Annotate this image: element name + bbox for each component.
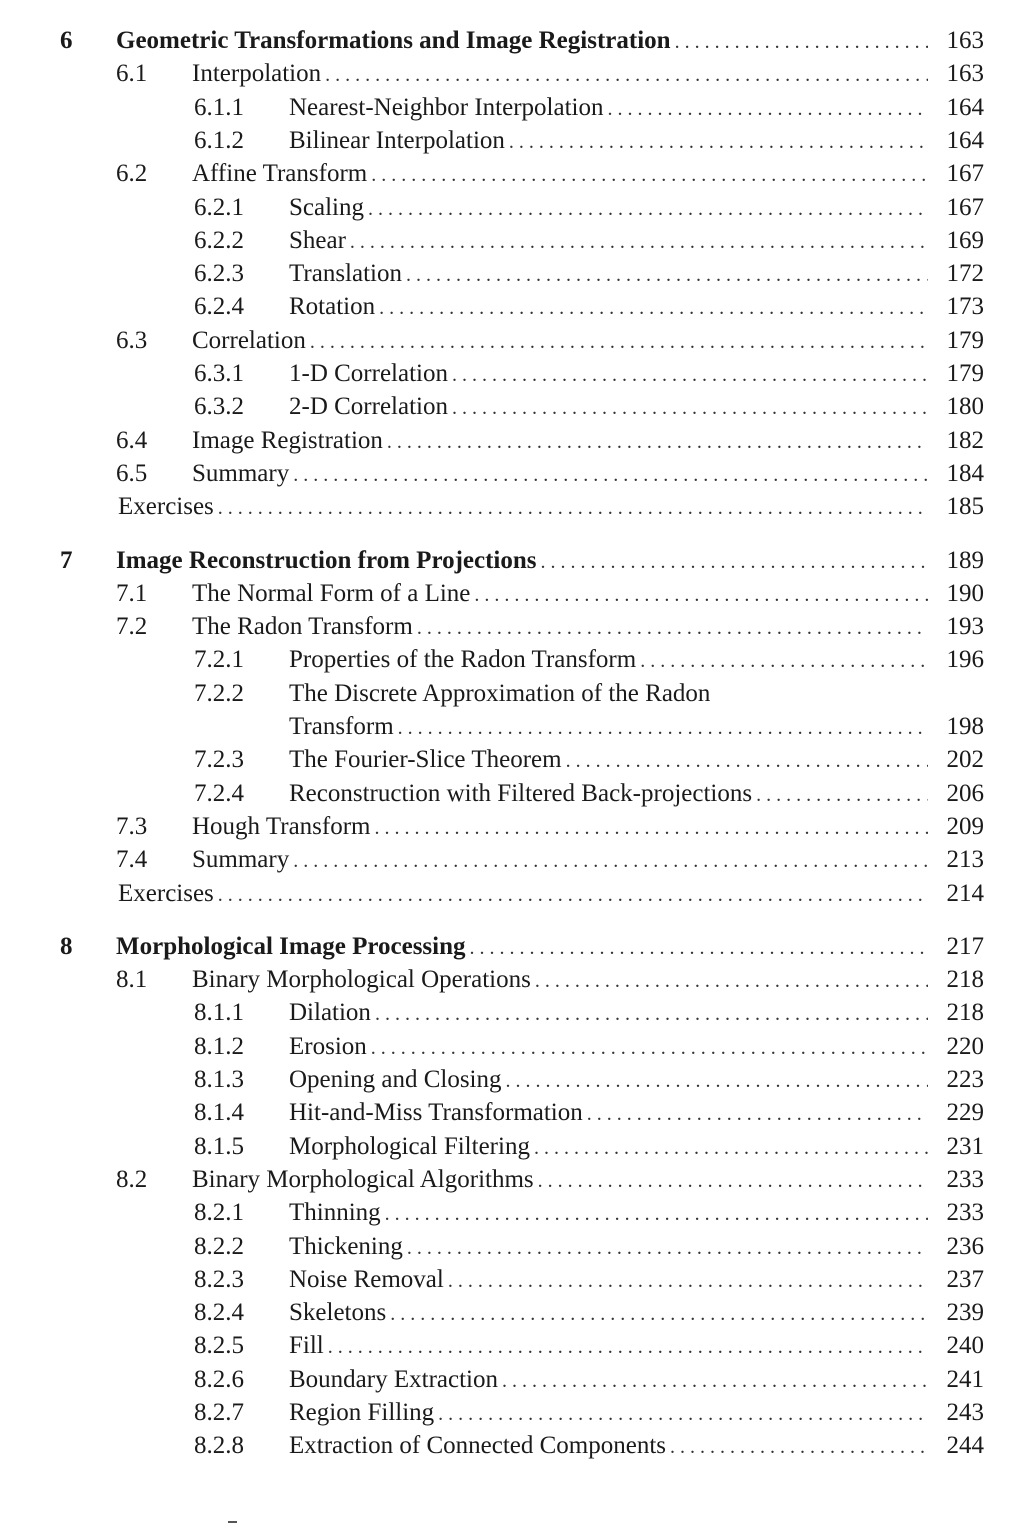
- entry-number: 6.3: [116, 326, 148, 354]
- page-number: 196: [946, 646, 984, 674]
- entry-title: Fill: [289, 1332, 324, 1360]
- dot-leader: [371, 1031, 928, 1065]
- dot-leader: [328, 1330, 928, 1364]
- dot-leader: [640, 644, 928, 678]
- entry-number: 8: [60, 932, 73, 960]
- toc-subsection-row: [0, 777, 1032, 811]
- entry-number: 6.4: [116, 426, 148, 454]
- dot-leader: [350, 225, 928, 259]
- page-number: 179: [946, 326, 984, 354]
- dot-leader: [566, 744, 928, 778]
- entry-number: 7.4: [116, 846, 148, 874]
- dot-leader: [407, 1231, 928, 1265]
- entry-title: Morphological Image Processing: [116, 932, 466, 960]
- toc-subsection-row: [0, 257, 1032, 291]
- dot-leader: [538, 1164, 928, 1198]
- entry-title: Exercises: [118, 879, 214, 907]
- entry-title: Binary Morphological Algorithms: [192, 1165, 534, 1193]
- entry-number: 8.1.2: [194, 1032, 244, 1060]
- page-number: 237: [946, 1265, 984, 1293]
- page-number: 182: [946, 426, 984, 454]
- entry-title: Rotation: [289, 293, 376, 321]
- page-number: 198: [946, 713, 984, 740]
- toc-chapter-row: [0, 24, 1032, 58]
- entry-number: 8.2: [116, 1165, 148, 1193]
- entry-number: 7.1: [116, 579, 148, 607]
- toc-subsection-row: [0, 1030, 1032, 1064]
- page-number: 167: [946, 193, 984, 221]
- entry-title: Correlation: [192, 326, 306, 354]
- toc-subsection-row: [0, 224, 1032, 258]
- page-number: 213: [946, 846, 984, 874]
- entry-number: 6: [60, 27, 73, 54]
- toc-section-row: [0, 963, 1032, 997]
- entry-number: 8.2.7: [194, 1399, 244, 1426]
- page-number: 243: [946, 1399, 984, 1426]
- toc-subsection-row: [0, 357, 1032, 391]
- page-number: 163: [946, 27, 984, 54]
- toc-section-row: [0, 577, 1032, 611]
- page-number: 190: [946, 579, 984, 607]
- toc-subsection-row: [0, 996, 1032, 1030]
- toc-subsection-row: [0, 1230, 1032, 1264]
- entry-title: The Fourier-Slice Theorem: [289, 746, 562, 774]
- entry-title: Thickening: [289, 1232, 403, 1260]
- toc-section-row: [0, 57, 1032, 91]
- entry-title: Geometric Transformations and Image Registration: [116, 27, 671, 54]
- entry-title: Summary: [192, 846, 290, 874]
- dot-leader: [438, 1397, 928, 1431]
- page-number: 189: [946, 546, 984, 574]
- page-number: 214: [946, 879, 984, 907]
- dot-leader: [534, 1131, 928, 1165]
- toc-subsection-row: [0, 710, 1032, 744]
- page-number: 233: [946, 1165, 984, 1193]
- page-number: 220: [946, 1032, 984, 1060]
- page-number: 179: [946, 360, 984, 387]
- toc-subsection-row: [0, 1130, 1032, 1164]
- dot-leader: [387, 425, 928, 459]
- entry-number: 6.2: [116, 160, 148, 188]
- toc-subsection-row: [0, 1396, 1032, 1430]
- toc-chapter-row: [0, 544, 1032, 578]
- page-number: 240: [946, 1332, 984, 1360]
- page-number: 180: [946, 393, 984, 421]
- toc-section-row: [0, 810, 1032, 844]
- page-number: 209: [946, 812, 984, 840]
- entry-number: 8.2.5: [194, 1332, 244, 1360]
- page-number: 184: [946, 459, 984, 487]
- entry-number: 6.1: [116, 60, 148, 88]
- entry-number: 8.2.2: [194, 1232, 244, 1260]
- entry-title: Dilation: [289, 999, 371, 1027]
- entry-number: 7.2.2: [194, 679, 244, 707]
- entry-number: 6.2.1: [194, 193, 244, 221]
- page-number: 233: [946, 1199, 984, 1227]
- dot-leader: [541, 545, 928, 579]
- toc-subsection-row: [0, 1329, 1032, 1363]
- entry-title: Skeletons: [289, 1299, 387, 1327]
- dot-leader: [310, 325, 928, 359]
- entry-number: 6.3.1: [194, 360, 244, 387]
- entry-title: Image Reconstruction from Projections: [116, 546, 537, 574]
- page-number: 193: [946, 613, 984, 641]
- entry-number: 8.1.5: [194, 1132, 244, 1160]
- entry-number: 8.1.3: [194, 1066, 244, 1093]
- dot-leader: [406, 258, 928, 292]
- entry-title: Nearest-Neighbor Interpolation: [289, 93, 604, 121]
- entry-title: Bilinear Interpolation: [289, 126, 505, 154]
- page-number: 185: [946, 493, 984, 521]
- toc-section-row: [0, 877, 1032, 911]
- dot-leader: [375, 997, 928, 1031]
- entry-title: 1-D Correlation: [289, 360, 448, 387]
- toc-section-row: [0, 424, 1032, 458]
- toc-subsection-row: [0, 1196, 1032, 1230]
- toc-subsection-row: [0, 1363, 1032, 1397]
- toc-subsection-row: [0, 743, 1032, 777]
- dot-leader: [218, 491, 928, 525]
- toc-subsection-row: [0, 1063, 1032, 1097]
- page-number: 172: [946, 260, 984, 288]
- entry-number: 8.2.3: [194, 1265, 244, 1293]
- entry-number: 7.2: [116, 613, 148, 641]
- dot-leader: [390, 1297, 928, 1331]
- entry-number: 6.2.2: [194, 226, 244, 254]
- entry-number: 8.2.8: [194, 1432, 244, 1460]
- entry-title: The Discrete Approximation of the Radon: [289, 679, 711, 707]
- dot-leader: [368, 192, 928, 226]
- scan-mark: [228, 1521, 237, 1523]
- entry-number: 7.2.1: [194, 646, 244, 674]
- entry-title: 2-D Correlation: [289, 393, 448, 421]
- entry-title: Affine Transform: [192, 160, 368, 188]
- entry-number: 6.1.2: [194, 126, 244, 154]
- toc-subsection-row: [0, 124, 1032, 158]
- entry-title: The Normal Form of a Line: [192, 579, 471, 607]
- page-number: 163: [946, 60, 984, 88]
- entry-number: 7.2.3: [194, 746, 244, 774]
- page-number: 164: [946, 126, 984, 154]
- entry-number: 8.1.1: [194, 999, 244, 1027]
- entry-title: Scaling: [289, 193, 364, 221]
- entry-number: 6.5: [116, 459, 148, 487]
- page-number: 167: [946, 160, 984, 188]
- dot-leader: [535, 964, 928, 998]
- toc-subsection-row: [0, 1296, 1032, 1330]
- page-number: 164: [946, 93, 984, 121]
- dot-leader: [587, 1097, 928, 1131]
- page-number: 169: [946, 226, 984, 254]
- entry-title: Image Registration: [192, 426, 383, 454]
- entry-title: Extraction of Connected Components: [289, 1432, 667, 1460]
- dot-leader: [502, 1364, 928, 1398]
- toc-subsection-row: [0, 91, 1032, 125]
- toc-section-row: [0, 457, 1032, 491]
- dot-leader: [452, 391, 928, 425]
- dot-leader: [379, 291, 928, 325]
- page-number: 229: [946, 1099, 984, 1127]
- toc-subsection-row: [0, 677, 1032, 711]
- entry-number: 7: [60, 546, 73, 574]
- toc-subsection-row: [0, 390, 1032, 424]
- toc-subsection-row: [0, 1096, 1032, 1130]
- dot-leader: [375, 811, 929, 845]
- page-number: 206: [946, 779, 984, 807]
- entry-title: Boundary Extraction: [289, 1365, 498, 1393]
- page-number: 217: [946, 932, 984, 960]
- entry-title: Exercises: [118, 493, 214, 521]
- entry-title: Summary: [192, 459, 290, 487]
- entry-title: Binary Morphological Operations: [192, 966, 531, 994]
- page-number: 218: [946, 966, 984, 994]
- toc-subsection-row: [0, 643, 1032, 677]
- entry-title: Transform: [289, 713, 394, 740]
- dot-leader: [474, 578, 928, 612]
- page-number: 244: [946, 1432, 984, 1460]
- entry-number: 8.1: [116, 966, 148, 994]
- entry-number: 6.3.2: [194, 393, 244, 421]
- dot-leader: [756, 778, 928, 812]
- toc-section-row: [0, 490, 1032, 524]
- dot-leader: [452, 358, 928, 392]
- entry-title: Hough Transform: [192, 812, 371, 840]
- toc-subsection-row: [0, 191, 1032, 225]
- page-number: 241: [946, 1365, 984, 1393]
- entry-title: Erosion: [289, 1032, 367, 1060]
- toc-section-row: [0, 157, 1032, 191]
- entry-title: Region Filling: [289, 1399, 435, 1426]
- entry-title: Hit-and-Miss Transformation: [289, 1099, 583, 1127]
- page-number: 239: [946, 1299, 984, 1327]
- page-number: 236: [946, 1232, 984, 1260]
- toc-section-row: [0, 1163, 1032, 1197]
- dot-leader: [325, 58, 928, 92]
- entry-number: 7.2.4: [194, 779, 244, 807]
- entry-number: 8.2.6: [194, 1365, 244, 1393]
- page-number: 223: [946, 1066, 984, 1093]
- toc-subsection-row: [0, 1263, 1032, 1297]
- entry-number: 8.1.4: [194, 1099, 244, 1127]
- entry-title: Interpolation: [192, 60, 322, 88]
- entry-number: 6.2.4: [194, 293, 244, 321]
- dot-leader: [470, 931, 929, 965]
- entry-title: Noise Removal: [289, 1265, 444, 1293]
- dot-leader: [509, 125, 928, 159]
- toc-chapter-row: [0, 930, 1032, 964]
- entry-title: Translation: [289, 260, 402, 288]
- page-number: 202: [946, 746, 984, 774]
- page-number: 173: [946, 293, 984, 321]
- page-number: 218: [946, 999, 984, 1027]
- entry-number: 6.1.1: [194, 93, 244, 121]
- toc-subsection-row: [0, 1429, 1032, 1463]
- dot-leader: [293, 844, 928, 878]
- entry-number: 6.2.3: [194, 260, 244, 288]
- dot-leader: [448, 1264, 928, 1298]
- entry-number: 8.2.4: [194, 1299, 244, 1327]
- entry-title: Thinning: [289, 1199, 381, 1227]
- dot-leader: [675, 25, 928, 59]
- entry-title: The Radon Transform: [192, 613, 413, 641]
- toc-section-row: [0, 324, 1032, 358]
- toc-section-row: [0, 843, 1032, 877]
- entry-title: Reconstruction with Filtered Back-projections: [289, 779, 753, 807]
- dot-leader: [607, 92, 928, 126]
- dot-leader: [293, 458, 928, 492]
- dot-leader: [398, 711, 928, 745]
- dot-leader: [385, 1197, 928, 1231]
- dot-leader: [218, 878, 928, 912]
- dot-leader: [506, 1064, 929, 1098]
- entry-title: Morphological Filtering: [289, 1132, 530, 1160]
- entry-title: Properties of the Radon Transform: [289, 646, 637, 674]
- entry-title: Shear: [289, 226, 346, 254]
- entry-title: Opening and Closing: [289, 1066, 502, 1093]
- dot-leader: [371, 158, 928, 192]
- toc-section-row: [0, 610, 1032, 644]
- entry-number: 8.2.1: [194, 1199, 244, 1227]
- page-number: 231: [946, 1132, 984, 1160]
- dot-leader: [417, 611, 928, 645]
- dot-leader: [670, 1430, 928, 1464]
- toc-subsection-row: [0, 290, 1032, 324]
- entry-number: 7.3: [116, 812, 148, 840]
